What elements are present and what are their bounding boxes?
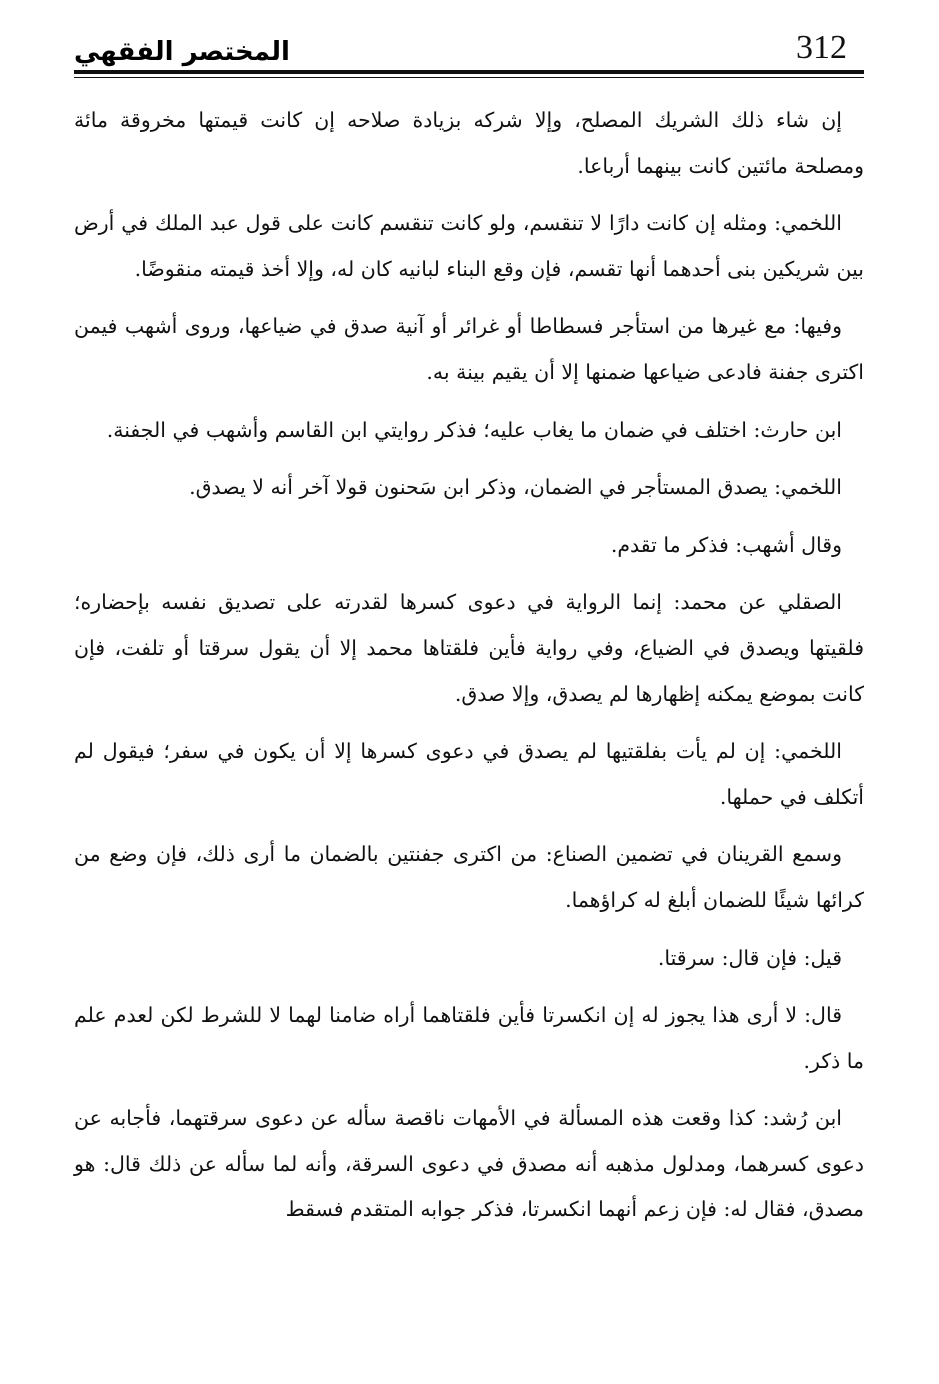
paragraph-10: قيل: فإن قال: سرقتا.: [657, 945, 842, 970]
paragraph-1: إن شاء ذلك الشريك المصلح، وإلا شركه بزيادة صلاحه إن كانت قيمتها مخروقة مائة ومصلحة مائتين كانت بينهما أرباعا.: [74, 108, 864, 178]
paragraph-6: وقال أشهب: فذكر ما تقدم.: [610, 532, 842, 557]
running-title: المختصر الفقهي: [74, 37, 290, 67]
paragraph-9: وسمع القرينان في تضمين الصناع: من اكترى جفنتين بالضمان ما أرى ذلك، فإن وضع من كرائها شيئًا للضمان أبلغ له كراؤهما.: [74, 842, 864, 912]
paragraph-4: ابن حارث: اختلف في ضمان ما يغاب عليه؛ فذكر روايتي ابن القاسم وأشهب في الجفنة.: [106, 417, 842, 442]
paragraph-5: اللخمي: يصدق المستأجر في الضمان، وذكر ابن سَحنون قولا آخر أنه لا يصدق.: [189, 475, 842, 500]
paragraph-3: وفيها: مع غيرها من استأجر فسطاطا أو غرائر أو آنية صدق في ضياعها، وروى أشهب فيمن اكترى جفنة فادعى ضياعها ضمنها إلا أن يقيم بينة به.: [74, 314, 864, 384]
paragraph-2: اللخمي: ومثله إن كانت دارًا لا تنقسم، ولو كانت تنقسم كانت على قول عبد الملك في أرض بين شريكين بنى أحدهما أنها تقسم، فإن وقع البناء لبانيه كان له، وإلا أخذ قيمته منقوضًا.: [74, 211, 864, 281]
body-text: [74, 98, 864, 1245]
header-rule-thin: [74, 77, 864, 78]
page-number: 312: [796, 29, 847, 66]
paragraph-8: اللخمي: إن لم يأت بفلقتيها لم يصدق في دعوى كسرها إلا أن يكون في سفر؛ فيقول لم أتكلف في حملها.: [74, 739, 864, 809]
paragraph-12: ابن رُشد: كذا وقعت هذه المسألة في الأمهات ناقصة سأله عن دعوى سرقتهما، فأجابه عن دعوى كسرهما، ومدلول مذهبه أنه مصدق في دعوى السرقة، وأنه لما سأله عن ذلك قال: هو مصدق، فقال له: فإن زعم أنهما انكسرتا، فذكر جوابه المتقدم فسقط: [74, 1106, 864, 1222]
paragraph-11: قال: لا أرى هذا يجوز له إن انكسرتا فأين فلقتاهما أراه ضامنا لهما لا للشرط لكن لعدم علم ما ذكر.: [74, 1003, 864, 1073]
page-header: [74, 26, 864, 72]
paragraph-7: الصقلي عن محمد: إنما الرواية في دعوى كسرها لقدرته على تصديق نفسه بإحضاره؛ فلقيتها ويصدق في الضياع، وفي رواية فأين فلقتاها محمد إلا أن يقول سرقتا أو تلفت، فإن كانت بموضع يمكنه إظهارها لم يصدق، وإلا صدق.: [74, 590, 864, 706]
header-rule-thick: [74, 70, 864, 74]
